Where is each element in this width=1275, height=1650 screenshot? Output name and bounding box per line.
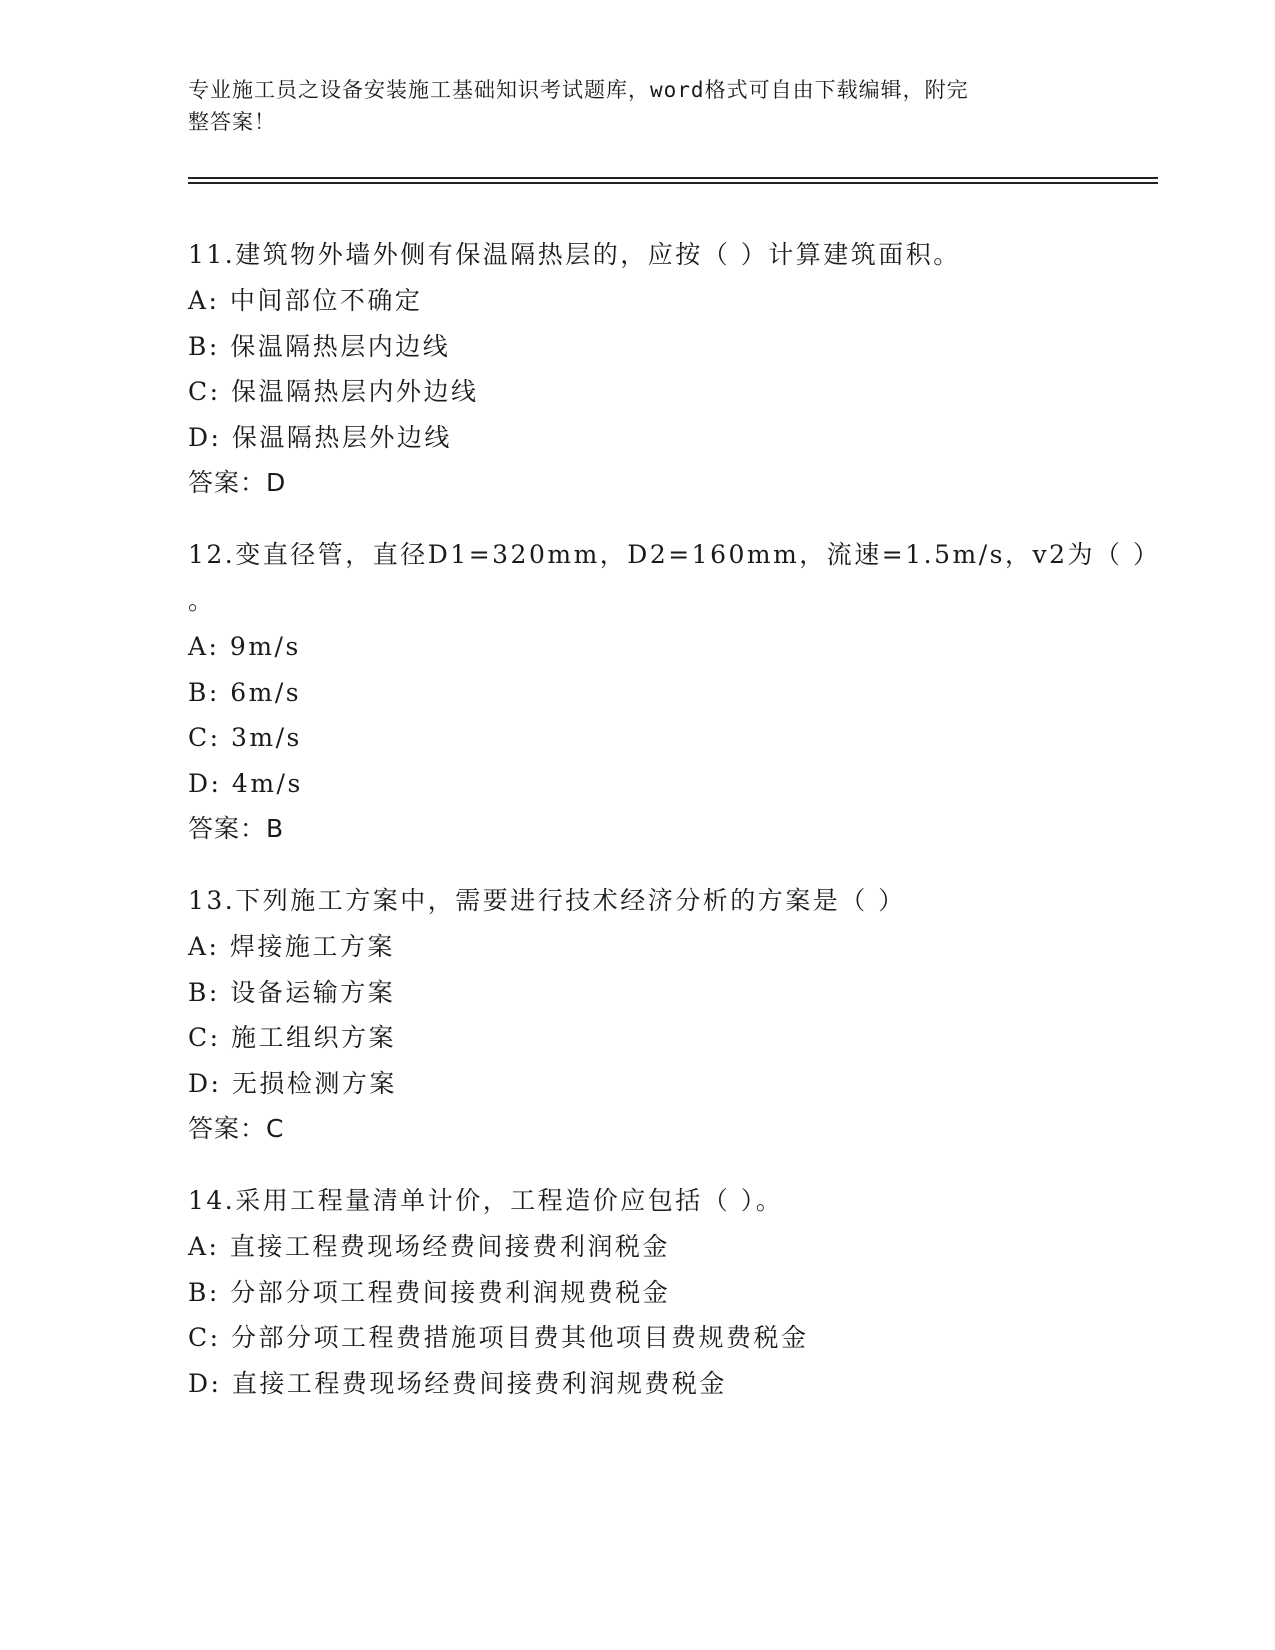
option-c: C: 3m/s [188, 723, 302, 752]
option-c: C: 施工组织方案 [188, 1023, 396, 1052]
document-header [188, 74, 1068, 138]
question-13 [188, 878, 1158, 1151]
answer-line: 答案：C [188, 1114, 285, 1143]
option-a: A: 焊接施工方案 [188, 932, 395, 961]
option-c: C: 保温隔热层内外边线 [188, 377, 479, 406]
option-d: D: 直接工程费现场经费间接费利润规费税金 [188, 1368, 727, 1398]
option-d: D: 4m/s [188, 768, 303, 798]
answer-line: 答案：D [188, 468, 287, 497]
option-a: A: 9m/s [188, 632, 301, 661]
question-stem: 12.变直径管，直径D1=320mm，D2=160mm，流速=1.5m/s，v2为（ ） [188, 540, 1161, 569]
option-a: A: 直接工程费现场经费间接费利润税金 [188, 1232, 670, 1261]
question-stem: 14.采用工程量清单计价，工程造价应包括（ ）。 [188, 1186, 784, 1215]
question-stem: 13.下列施工方案中，需要进行技术经济分析的方案是（ ） [188, 886, 906, 915]
question-list [188, 232, 1161, 1433]
option-b: B: 设备运输方案 [188, 977, 396, 1007]
header-divider-top [188, 177, 1158, 179]
answer-line: 答案：B [188, 814, 285, 843]
question-14 [188, 1178, 1158, 1406]
option-b: B: 保温隔热层内边线 [188, 331, 451, 361]
question-stem-continuation: 。 [188, 586, 216, 615]
question-11 [188, 232, 1158, 505]
question-12 [188, 532, 1161, 851]
option-a: A: 中间部位不确定 [188, 286, 423, 315]
header-divider-bottom [188, 182, 1158, 184]
question-stem: 11.建筑物外墙外侧有保温隔热层的，应按（ ）计算建筑面积。 [188, 240, 961, 269]
option-d: D: 保温隔热层外边线 [188, 422, 452, 452]
header-line-2: 整答案！ [188, 110, 276, 134]
header-line-1: 专业施工员之设备安装施工基础知识考试题库，word格式可自由下载编辑，附完 [188, 78, 969, 102]
option-d: D: 无损检测方案 [188, 1068, 397, 1098]
option-b: B: 6m/s [188, 677, 302, 707]
option-b: B: 分部分项工程费间接费利润规费税金 [188, 1277, 671, 1307]
option-c: C: 分部分项工程费措施项目费其他项目费规费税金 [188, 1323, 809, 1352]
